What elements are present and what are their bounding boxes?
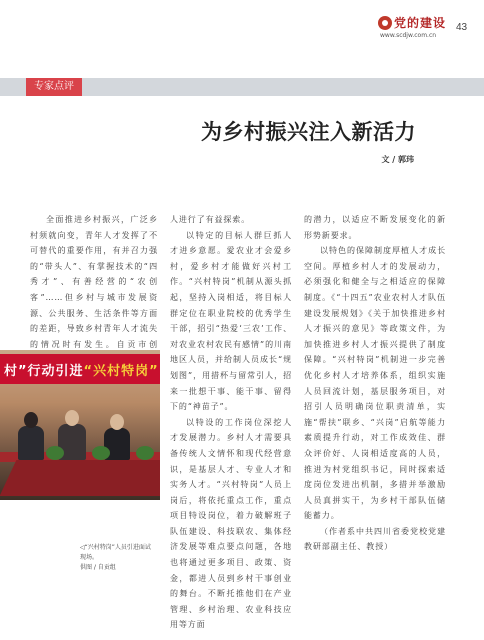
article-title: 为乡村振兴注入新活力 (201, 120, 416, 144)
header-logo (378, 14, 450, 42)
paragraph: 的潜力，以适应不断发展变化的新形势新要求。 (304, 215, 446, 240)
caption-text: ◁“兴村特岗”人员引进面试现场。 (80, 544, 151, 561)
photo-banner (0, 354, 160, 384)
photo-credit: 供图 / 自贡组 (80, 564, 116, 571)
photo-caption (80, 543, 152, 573)
plant (136, 446, 154, 460)
section-tag: 专家点评 (26, 78, 82, 96)
logo-text: 党的建设 (394, 16, 447, 30)
logo-url: www.scdjw.com.cn (380, 32, 437, 39)
head (24, 412, 38, 428)
page-number: 43 (456, 22, 468, 33)
banner-text: 村”行动引进“兴村特岗” (4, 364, 159, 379)
paragraph: 以特色的保障制度厚植人才成长空间。厚植乡村人才的发展动力，必须强化和健全与之相适应的保障制度。《“十四五”农业农村人才队伍建设发展规划》《关于加快推进乡村人才振兴的意见》等政策文件，为加快推进乡村人才振兴提供了制度保障。“兴村特岗”机制进一步完善优化乡村人才培养体系，组织实施人员回流计划，基层服务项目，对招引人员明确岗位职责清单，实施“帮扶”联乡、“兴岗”启航等能力素质提升行动，对工作成效佳、群众评价好、人岗相适度高的人员，推进为村党组织书记，同时探索适度岗位发进出机制，多措并举激励人员真拼实干，为乡村干部队伍储能蓄力。 (304, 246, 446, 521)
person (18, 426, 44, 460)
paragraph: 以特设的工作岗位深挖人才发展潜力。乡村人才需要具备传统人文情怀和现代经营意识，是基层人才、专业人才和实务人才。“兴村特岗”人员上岗后，将依托重点工作，重点项目特设岗位，着力破解班子队伍建设、科技联农、集体经济发展等难点要点问题，各地也将通过更多项目、政策、资金，都进人员到乡村干事创业的舞台。不断托推他们在产业管理、乡村治理、农业科技应用等方面 (170, 417, 292, 630)
paragraph: 全面推进乡村振兴，广泛乡村须就向变，青年人才发挥了不可替代的重要作用，有并召力强的“带头人”、有掌握技术的“四秀才”、有善经营的“农创客”……但乡村与城市发展资源、公共服务、生活条件等方面的差距，导致乡村青年人才流失的情况时有发生。自贡市创 (30, 215, 158, 349)
article-byline: 文 / 郭玮 (381, 154, 414, 164)
column-1 (30, 212, 158, 362)
column-3 (304, 212, 446, 632)
head (65, 410, 79, 426)
column-2 (170, 212, 292, 632)
head (110, 414, 124, 430)
plant (92, 446, 110, 460)
paragraph: 以特定的目标人群巨抓人才进乡意愿。愛农业才会爱乡村，爱乡村才能做好兴村工作。“兴村特岗”机制从源头抓起，坚持入岗相适，将目标人群定位在职业院校的优秀学生干部，招引“热爱‘三农’工作、对农业农村农民有感情”的川南地区人员，并给制人员成长“规划图”，用措杯与留常引人，招来一批想干事、能干事、留得下的“神苗子”。 (170, 230, 292, 412)
plant (46, 446, 64, 460)
table (0, 460, 160, 496)
author-note: （作者系中共四川省委党校党建教研部副主任、教授） (304, 526, 446, 552)
paragraph: 人进行了有益探索。 (170, 215, 251, 224)
article-photo (0, 350, 160, 500)
logo-mark-icon (378, 16, 392, 30)
